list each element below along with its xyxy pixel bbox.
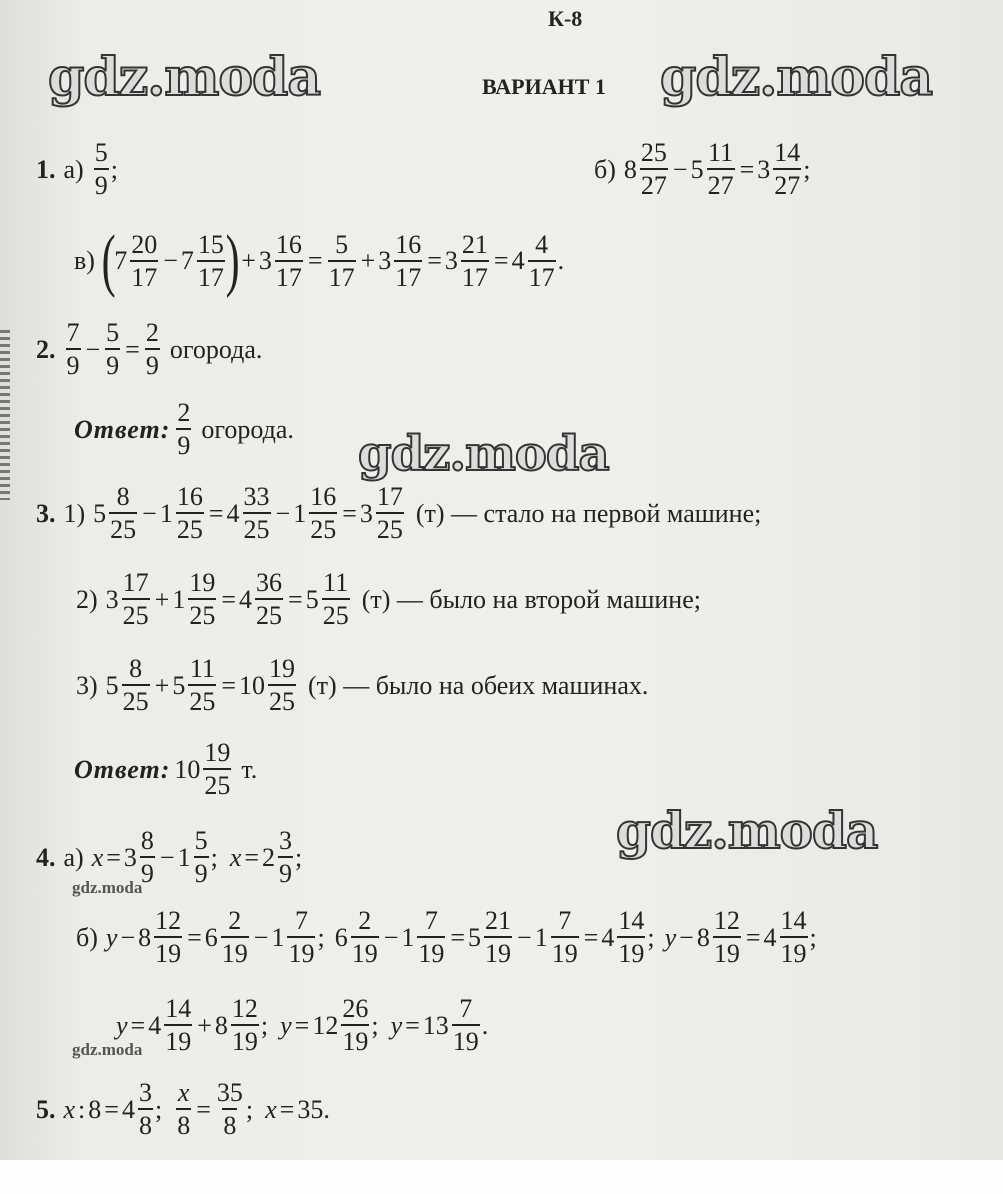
operator: + (154, 584, 170, 614)
mixed-number: 5 $\frac{11}{27}$ (690, 138, 734, 200)
task1-b (594, 140, 810, 199)
operator: = (745, 922, 761, 952)
operator: = (294, 1010, 310, 1040)
task1-a (36, 140, 118, 199)
number: 8 (88, 1094, 102, 1124)
mixed-number: 1 $\frac{16}{25}$ (159, 482, 203, 544)
operator: − (679, 922, 694, 952)
mixed-number: 3 $\frac{17}{25}$ (359, 482, 403, 544)
right-paren: ) (225, 222, 240, 299)
mixed-number: 3 $\frac{21}{17}$ (444, 229, 488, 292)
mixed-number: 1 $\frac{7}{19}$ (271, 906, 315, 968)
task2-equation (36, 320, 262, 379)
operator: = (187, 922, 202, 952)
operator: − (517, 922, 532, 952)
mixed-number: 1 $\frac{7}{19}$ (401, 906, 445, 968)
answer-label: Ответ: (74, 414, 171, 444)
watermark-logo: gdz.moda (358, 426, 609, 482)
mixed-number: 1 $\frac{16}{25}$ (293, 482, 337, 544)
mixed-number: 8 $\frac{25}{27}$ (623, 138, 667, 200)
punct: ; (110, 154, 118, 184)
operator: = (288, 584, 303, 614)
mixed-number: 1 $\frac{5}{9}$ (177, 826, 208, 888)
operator: = (130, 1010, 146, 1040)
operator: + (241, 246, 256, 275)
mixed-number: 3 $\frac{8}{9}$ (123, 826, 154, 888)
operator: − (253, 922, 269, 952)
text: т. (241, 754, 258, 784)
operator: − (672, 154, 688, 184)
operator: + (154, 670, 170, 700)
watermark-logo: gdz.moda (660, 47, 933, 108)
operator: = (125, 334, 140, 364)
punct: ; (210, 842, 218, 872)
item-label: 1) (63, 498, 86, 528)
task1-v (74, 222, 565, 299)
mixed-number: 3 $\frac{14}{27}$ (757, 138, 801, 200)
punct: ; (809, 922, 817, 952)
text: огорода. (201, 414, 294, 444)
item-label: в) (74, 246, 95, 275)
task4-b-line1 (76, 908, 817, 967)
fraction: $\frac{35}{8}$ (216, 1078, 243, 1140)
left-paren: ( (101, 222, 116, 299)
item-label: а) (63, 154, 84, 184)
task-number: 1. (36, 154, 56, 184)
operator: − (383, 922, 399, 952)
mixed-number: 3 $\frac{16}{17}$ (378, 229, 422, 292)
mixed-number: 1 $\frac{19}{25}$ (172, 568, 216, 630)
task-number: 2. (36, 334, 56, 364)
operator: = (244, 842, 260, 872)
variable: y (280, 1010, 292, 1040)
mixed-number: 4 $\frac{14}{19}$ (763, 906, 807, 968)
variable: y (116, 1010, 128, 1040)
task2-answer (74, 400, 294, 459)
task3-step2 (76, 570, 701, 629)
mixed-number: 6 $\frac{2}{19}$ (204, 906, 248, 968)
item-label: б) (76, 922, 98, 952)
operator: : (78, 1094, 86, 1124)
text: (т) — стало на первой машине; (415, 498, 762, 528)
mixed-number: 5 $\frac{11}{25}$ (305, 568, 349, 630)
operator: = (221, 670, 237, 700)
operator: − (163, 246, 178, 275)
operator: − (120, 922, 136, 952)
punct: ; (154, 1094, 163, 1124)
operator: = (196, 1094, 211, 1124)
variant-title: ВАРИАНТ 1 (482, 74, 606, 99)
operator: = (342, 498, 357, 528)
fraction: $\frac{5}{9}$ (106, 318, 120, 380)
mixed-number: 8 $\frac{12}{19}$ (138, 906, 182, 968)
variable: y (105, 922, 118, 952)
item-label: 3) (76, 670, 98, 700)
mixed-number: 3 $\frac{17}{25}$ (105, 568, 149, 630)
variable: x (63, 1094, 76, 1124)
mixed-number: 7 $\frac{15}{17}$ (180, 229, 224, 292)
item-label: а) (63, 842, 84, 872)
operator: − (142, 498, 157, 528)
punct: ; (803, 154, 811, 184)
task3-answer (74, 740, 257, 799)
watermark-logo: gdz.moda (616, 801, 878, 860)
fraction: $\frac{5}{9}$ (94, 138, 108, 200)
watermark-small: gdz.moda (72, 1040, 143, 1059)
mixed-number: 2 $\frac{3}{9}$ (262, 826, 293, 888)
mixed-number: 4 $\frac{3}{8}$ (121, 1078, 152, 1140)
variable: y (664, 922, 677, 952)
mixed-number: 10 $\frac{19}{25}$ (174, 738, 231, 800)
operator: = (427, 246, 442, 275)
operator: = (307, 246, 323, 275)
fraction: $\frac{2}{9}$ (177, 398, 191, 460)
punct: ; (295, 842, 303, 872)
text: (т) — было на обеих машинах. (308, 670, 649, 700)
item-label: б) (594, 154, 616, 184)
operator: = (450, 922, 466, 952)
mixed-number: 6 $\frac{2}{19}$ (334, 906, 378, 968)
operator: = (221, 584, 237, 614)
task3-step3 (76, 656, 648, 715)
operator: = (583, 922, 599, 952)
task-number: 4. (36, 842, 56, 872)
mixed-number: 8 $\frac{12}{19}$ (696, 906, 740, 968)
punct: ; (245, 1094, 254, 1124)
number: 35 (297, 1094, 324, 1124)
mixed-number: 10 $\frac{19}{25}$ (239, 654, 296, 716)
text: (т) — было на второй машине; (361, 584, 701, 614)
watermark-small: gdz.moda (72, 878, 143, 897)
punct: ; (260, 1010, 269, 1040)
mixed-number: 12 $\frac{26}{19}$ (312, 994, 369, 1056)
mixed-number: 4 $\frac{4}{17}$ (511, 229, 555, 292)
operator: = (405, 1010, 420, 1040)
mixed-number: 3 $\frac{16}{17}$ (258, 229, 302, 292)
page-code: К-8 (548, 6, 583, 31)
watermark-logo: gdz.moda (48, 47, 321, 108)
mixed-number: 4 $\frac{14}{19}$ (148, 994, 192, 1056)
task3-step1 (36, 484, 761, 543)
mixed-number: 1 $\frac{7}{19}$ (534, 906, 578, 968)
operator: + (360, 246, 376, 275)
operator: = (106, 842, 121, 872)
mixed-number: 4 $\frac{14}{19}$ (601, 906, 645, 968)
fraction: $\frac{x}{8}$ (177, 1078, 191, 1140)
task5 (36, 1080, 330, 1139)
operator: = (104, 1094, 119, 1124)
operator: = (739, 154, 755, 184)
mixed-number: 4 $\frac{33}{25}$ (226, 482, 270, 544)
bottom-margin (0, 1160, 1003, 1194)
punct: . (481, 1010, 489, 1040)
mixed-number: 5 $\frac{8}{25}$ (105, 654, 149, 716)
task-number: 5. (36, 1094, 56, 1124)
variable: x (91, 842, 104, 872)
text: огорода. (169, 334, 263, 364)
punct: ; (371, 1010, 379, 1040)
operator: = (493, 246, 509, 275)
punct: . (557, 246, 565, 275)
operator: − (159, 842, 175, 872)
mixed-number: 4 $\frac{36}{25}$ (239, 568, 283, 630)
binding-edge (0, 330, 10, 500)
punct: . (323, 1094, 330, 1124)
answer-label: Ответ: (74, 754, 171, 784)
operator: − (275, 498, 291, 528)
punct: ; (647, 922, 655, 952)
fraction: $\frac{2}{9}$ (145, 318, 159, 380)
task4-b-line2 (116, 996, 488, 1055)
punct: ; (317, 922, 325, 952)
mixed-number: 13 $\frac{7}{19}$ (422, 994, 479, 1056)
operator: = (208, 498, 224, 528)
task-number: 3. (36, 498, 56, 528)
fraction: $\frac{7}{9}$ (66, 318, 80, 380)
operator: + (197, 1010, 212, 1040)
mixed-number: 5 $\frac{21}{19}$ (468, 906, 512, 968)
variable: y (390, 1010, 403, 1040)
item-label: 2) (76, 584, 98, 614)
variable: x (265, 1094, 277, 1124)
mixed-number: 8 $\frac{12}{19}$ (214, 994, 258, 1056)
mixed-number: 5 $\frac{8}{25}$ (93, 482, 137, 544)
fraction: $\frac{5}{17}$ (328, 229, 355, 292)
mixed-number: 5 $\frac{11}{25}$ (172, 654, 216, 716)
mixed-number: 7 $\frac{20}{17}$ (114, 229, 158, 292)
operator: = (279, 1094, 295, 1124)
variable: x (229, 842, 242, 872)
operator: − (85, 334, 101, 364)
